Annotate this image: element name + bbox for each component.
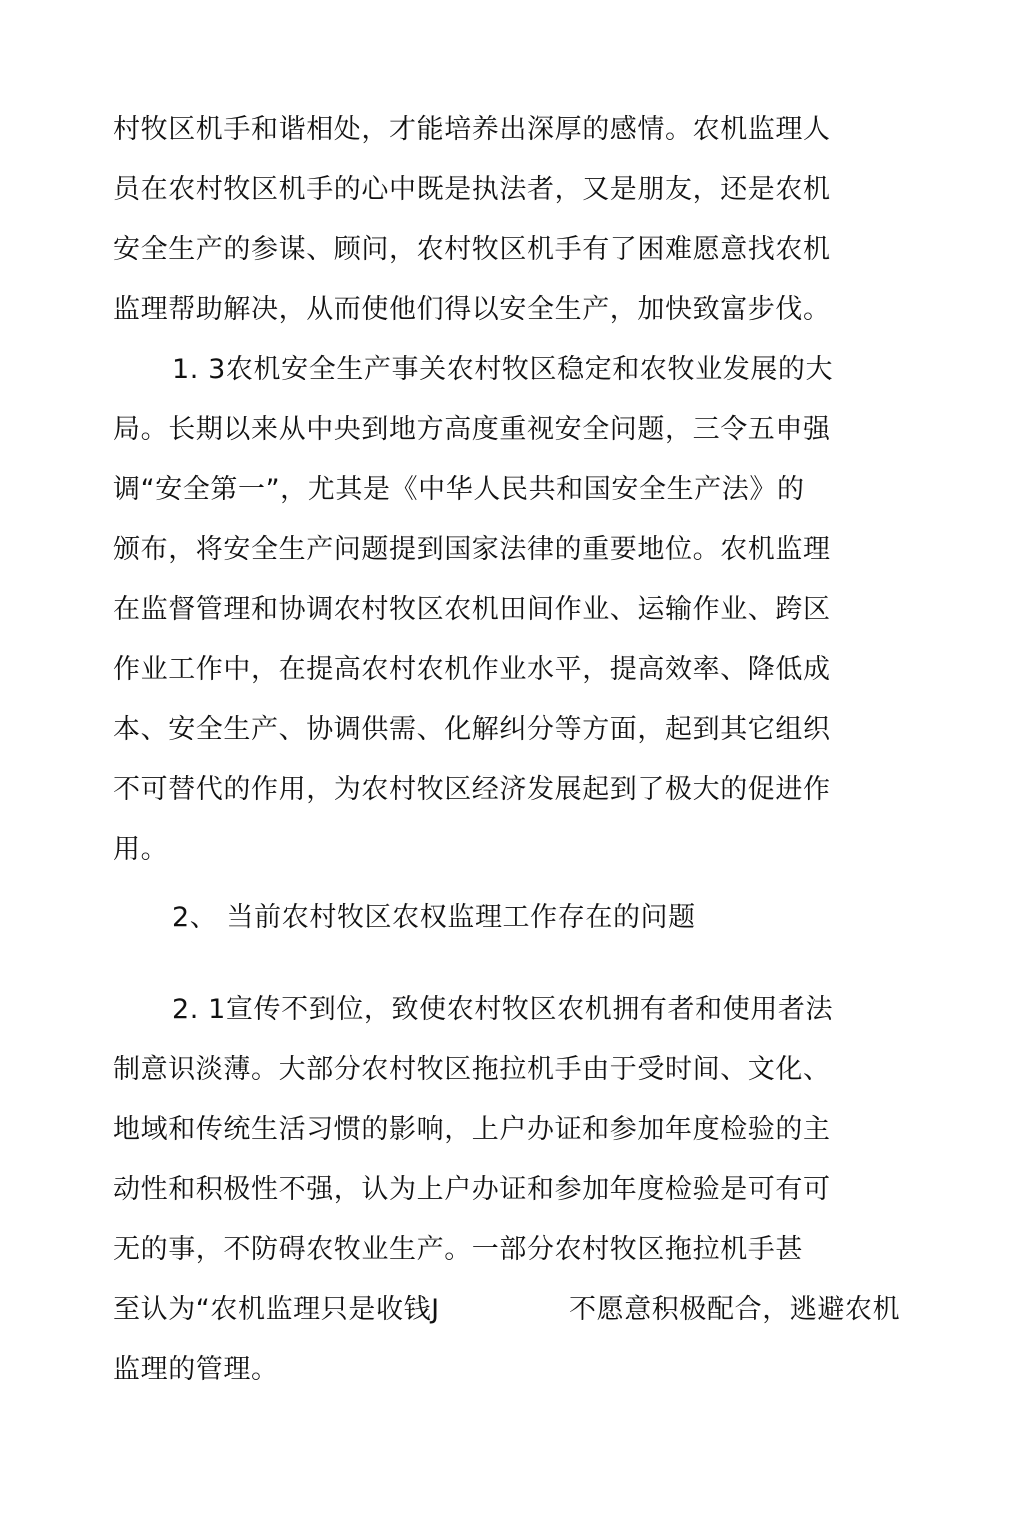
paragraph-line: 无的事，不防碍农牧业生产。一部分农村牧区拖拉机手甚 xyxy=(113,1234,803,1265)
paragraph-line: 员在农村牧区机手的心中既是执法者，又是朋友，还是农机 xyxy=(113,174,831,205)
paragraph-line: 监理的管理。 xyxy=(113,1354,279,1385)
paragraph-line: 不可替代的作用，为农村牧区经济发展起到了极大的促进作 xyxy=(113,774,831,805)
paragraph-line: 颁布，将安全生产问题提到国家法律的重要地位。农机监理 xyxy=(113,534,831,565)
paragraph-line: 安全生产的参谋、顾问，农村牧区机手有了困难愿意找农机 xyxy=(113,234,831,265)
paragraph-line: 用。 xyxy=(113,834,169,865)
section-1-3-line: 1. 3农机安全生产事关农村牧区稳定和农牧业发展的大 xyxy=(172,354,834,385)
paragraph-line: 本、安全生产、协调供需、化解纠分等方面，起到其它组织 xyxy=(113,714,831,745)
paragraph-line-split xyxy=(113,1293,913,1327)
line-fragment-right: 不愿意积极配合，逃避农机 xyxy=(569,1294,901,1325)
line-fragment-left: 至认为“农机监理只是收钱J xyxy=(113,1294,440,1325)
paragraph-line: 制意识淡薄。大部分农村牧区拖拉机手由于受时间、文化、 xyxy=(113,1054,831,1085)
paragraph-line: 作业工作中，在提高农村农机作业水平，提高效率、降低成 xyxy=(113,654,831,685)
section-2-heading: 2、 当前农村牧区农权监理工作存在的问题 xyxy=(172,902,696,933)
paragraph-line: 在监督管理和协调农村牧区农机田间作业、运输作业、跨区 xyxy=(113,594,831,625)
paragraph-line: 动性和积极性不强，认为上户办证和参加年度检验是可有可 xyxy=(113,1174,831,1205)
paragraph-line: 监理帮助解决，从而使他们得以安全生产，加快致富步伐。 xyxy=(113,294,831,325)
paragraph-line: 调“安全第一”，尤其是《中华人民共和国安全生产法》的 xyxy=(113,474,805,505)
paragraph-line: 局。长期以来从中央到地方高度重视安全问题，三令五申强 xyxy=(113,414,831,445)
paragraph-line: 地域和传统生活习惯的影响，上户办证和参加年度检验的主 xyxy=(113,1114,831,1145)
section-2-1-line: 2. 1宣传不到位，致使农村牧区农机拥有者和使用者法 xyxy=(172,994,834,1025)
paragraph-line: 村牧区机手和谐相处，才能培养出深厚的感情。农机监理人 xyxy=(113,114,831,145)
